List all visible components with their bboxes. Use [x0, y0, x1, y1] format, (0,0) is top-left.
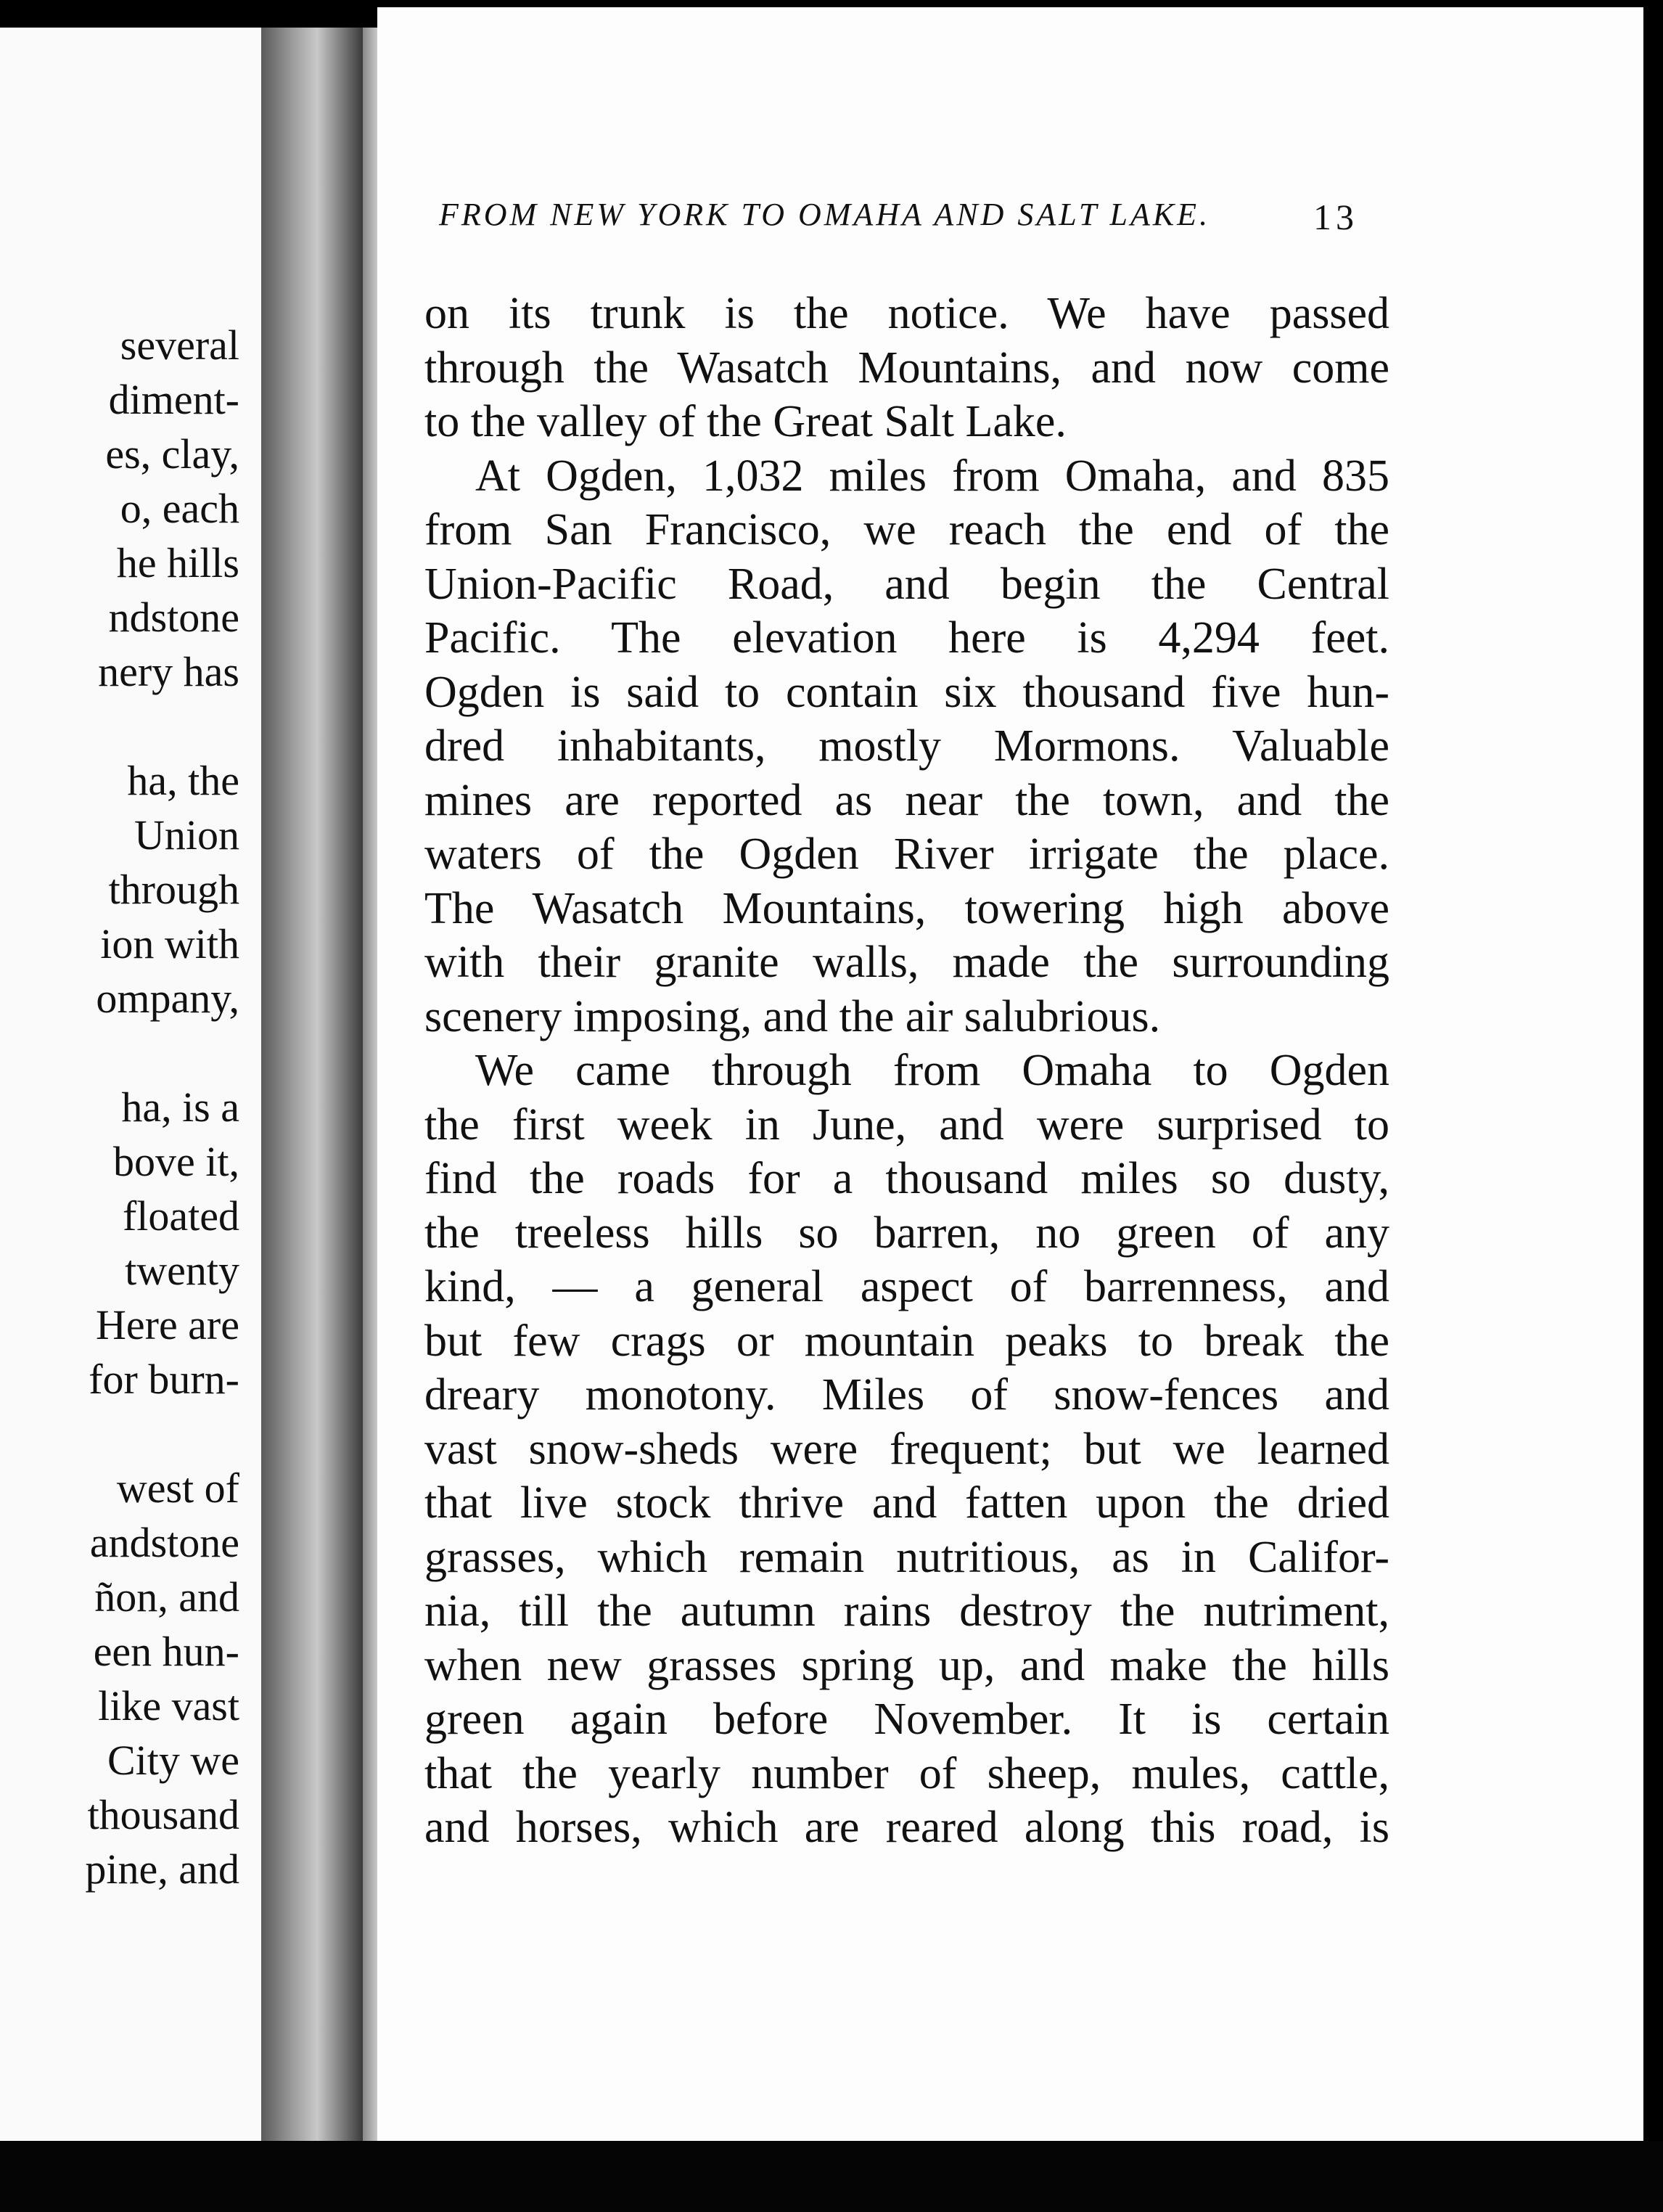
text-line: The Wasatch Mountains, towering high above	[424, 883, 1389, 933]
text-line: to the valley of the Great Salt Lake.	[424, 397, 1067, 446]
left-line: floated	[122, 1192, 239, 1240]
text-line: dreary monotony. Miles of snow-fences and	[424, 1370, 1389, 1420]
text-line: Ogden is said to contain six thousand five hun-	[424, 667, 1389, 717]
left-page	[0, 28, 261, 2147]
right-page	[377, 7, 1643, 2141]
left-line: een hun-	[93, 1628, 239, 1675]
left-page-text	[0, 318, 239, 1896]
scan-border-right	[1643, 0, 1663, 2212]
text-line: mines are reported as near the town, and the	[424, 775, 1389, 825]
text-line: grasses, which remain nutritious, as in Califor-	[424, 1532, 1389, 1582]
scan-border-bottom	[0, 2141, 1663, 2212]
left-line: andstone	[89, 1519, 239, 1566]
text-line: the treeless hills so barren, no green of any	[424, 1208, 1389, 1258]
left-line: ion with	[100, 920, 239, 967]
text-line: that the yearly number of sheep, mules, cattle,	[424, 1748, 1389, 1798]
left-line: diment-	[108, 376, 239, 423]
text-line: kind, — a general aspect of barrenness, and	[424, 1262, 1389, 1311]
left-line: ha, the	[127, 757, 239, 804]
paragraph-gap	[0, 1406, 239, 1461]
text-line: green again before November. It is certain	[424, 1695, 1389, 1744]
text-line: on its trunk is the notice. We have passed	[424, 289, 1389, 338]
text-line: We came through from Omaha to Ogden	[475, 1046, 1389, 1095]
left-line: ha, is a	[121, 1084, 239, 1131]
left-line: he hills	[116, 539, 239, 586]
left-line: nery has	[98, 648, 239, 695]
text-line: waters of the Ogden River irrigate the place.	[424, 830, 1389, 879]
text-line: that live stock thrive and fatten upon the dried	[424, 1478, 1389, 1528]
left-line: City we	[107, 1737, 239, 1784]
text-line: At Ogden, 1,032 miles from Omaha, and 835	[475, 451, 1389, 501]
book-gutter	[261, 28, 363, 2147]
left-line: o, each	[120, 485, 239, 532]
page-body	[424, 287, 1389, 1855]
page-number: 13	[1313, 197, 1358, 237]
left-line: pine, and	[85, 1846, 239, 1893]
running-head: FROM NEW YORK TO OMAHA AND SALT LAKE.	[439, 197, 1211, 232]
left-line: es, clay,	[105, 430, 239, 478]
left-line: ñon, and	[94, 1573, 239, 1621]
text-line: from San Francisco, we reach the end of the	[424, 505, 1389, 554]
text-line: and horses, which are reared along this road, is	[424, 1803, 1389, 1852]
left-line: twenty	[125, 1247, 239, 1294]
left-line: thousand	[87, 1791, 239, 1838]
left-line: for burn-	[89, 1356, 239, 1403]
text-line: vast snow-sheds were frequent; but we learned	[424, 1424, 1389, 1474]
left-line: through	[108, 866, 239, 913]
left-line: Union	[134, 811, 239, 859]
left-line: bove it,	[113, 1138, 239, 1185]
text-line: Pacific. The elevation here is 4,294 feet.	[424, 613, 1389, 663]
paragraph-gap	[0, 699, 239, 753]
text-line: but few crags or mountain peaks to break the	[424, 1316, 1389, 1366]
text-line: the first week in June, and were surprised to	[424, 1099, 1389, 1150]
text-line: through the Wasatch Mountains, and now come	[424, 343, 1389, 393]
text-line: nia, till the autumn rains destroy the nutriment,	[424, 1586, 1389, 1636]
left-line: ndstone	[108, 594, 239, 641]
text-line: with their granite walls, made the surrounding	[424, 938, 1389, 987]
text-line: dred inhabitants, mostly Mormons. Valuable	[424, 721, 1389, 771]
text-line: Union-Pacific Road, and begin the Central	[424, 559, 1389, 609]
left-line: several	[120, 321, 239, 369]
paragraph-gap	[0, 1025, 239, 1080]
left-line: Here are	[96, 1301, 239, 1348]
text-line: scenery imposing, and the air salubrious.	[424, 991, 1161, 1041]
left-line: like vast	[98, 1682, 239, 1729]
left-line: ompany,	[96, 975, 239, 1022]
text-line: when new grasses spring up, and make the hills	[424, 1640, 1389, 1690]
left-line: west of	[116, 1465, 239, 1512]
text-line: find the roads for a thousand miles so dusty,	[424, 1154, 1389, 1203]
